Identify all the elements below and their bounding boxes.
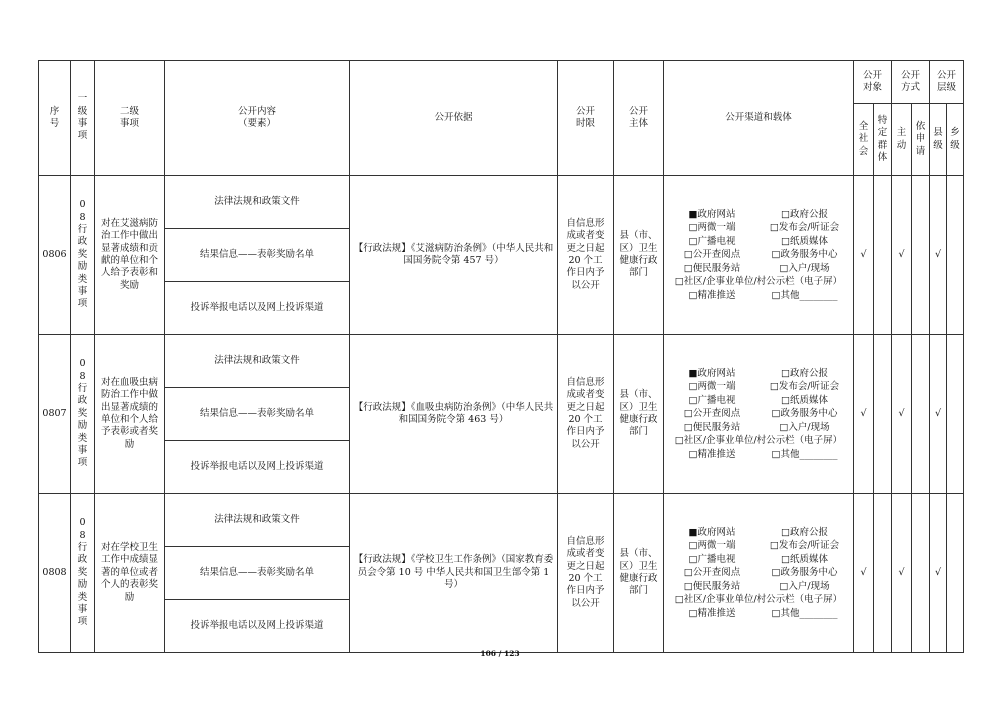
channel-option: □广播电视 — [688, 553, 736, 565]
channel-option: □发布会/听证会 — [769, 381, 840, 393]
header-level1: 一级事项 — [71, 61, 95, 176]
header-seq: 序号 — [39, 61, 71, 176]
mark-specific — [874, 176, 892, 335]
row-subject-text: 县（市、区）卫生健康行政部门 — [619, 389, 658, 438]
row-channels — [664, 176, 854, 335]
row-level1 — [71, 335, 95, 494]
mark-specific — [874, 494, 892, 653]
row-level1 — [71, 494, 95, 653]
channel-option: □公开查阅点 — [683, 408, 741, 420]
channel-option: □其他________ — [771, 448, 838, 460]
row-seq: 0808 — [39, 494, 71, 653]
channel-option: □精准推送 — [688, 607, 736, 619]
channel-option: □精准推送 — [688, 289, 736, 301]
channels-grid — [666, 367, 851, 462]
row-time-limit-text: 自信息形成或者变更之日起 20 个工作日内予以公开 — [566, 217, 605, 291]
row-seq: 0806 — [39, 176, 71, 335]
row-content-item: 法律法规和政策文件 — [165, 335, 350, 388]
row-content-item: 投诉举报电话以及网上投诉渠道 — [165, 600, 350, 653]
mark-county: √ — [930, 494, 947, 653]
row-seq: 0807 — [39, 335, 71, 494]
mark-request — [912, 335, 930, 494]
header-level-group: 公开层级 — [930, 61, 964, 104]
channel-option: □纸质媒体 — [781, 553, 828, 565]
header-level-county: 县级 — [930, 104, 947, 176]
row-content-item: 结果信息——表彰奖励名单 — [165, 388, 350, 441]
mark-county: √ — [930, 176, 947, 335]
row-channels — [664, 494, 854, 653]
row-time-limit — [558, 335, 614, 494]
row-time-limit — [558, 176, 614, 335]
channel-option: □政府公报 — [781, 526, 828, 538]
channel-option: □入户/现场 — [779, 580, 830, 592]
mark-active: √ — [892, 176, 912, 335]
channel-option: □两微一端 — [688, 381, 736, 393]
mark-town — [947, 176, 964, 335]
mark-all: √ — [854, 176, 874, 335]
table-row — [39, 176, 964, 229]
mark-all: √ — [854, 335, 874, 494]
row-subject — [614, 494, 664, 653]
channel-option: □其他________ — [771, 607, 838, 619]
row-content-item: 结果信息——表彰奖励名单 — [165, 229, 350, 282]
table-body — [39, 176, 964, 653]
mark-all: √ — [854, 494, 874, 653]
mark-request — [912, 494, 930, 653]
row-basis: 【行政法规】《艾滋病防治条例》（中华人民共和国国务院令第 457 号） — [350, 176, 558, 335]
row-content-item: 投诉举报电话以及网上投诉渠道 — [165, 441, 350, 494]
header-obj-specific: 特定群体 — [874, 104, 892, 176]
header-content-sub: （要素） — [237, 118, 276, 129]
mark-active: √ — [892, 335, 912, 494]
mark-town — [947, 494, 964, 653]
channel-option: □入户/现场 — [779, 421, 830, 433]
channel-option: □便民服务站 — [683, 421, 741, 433]
channel-option: □广播电视 — [688, 235, 736, 247]
row-basis: 【行政法规】《学校卫生工作条例》（国家教育委员会令第 10 号 中华人民共和国卫生部令第 1 号） — [350, 494, 558, 653]
header-method-group: 公开方式 — [892, 61, 930, 104]
channel-option: □政务服务中心 — [771, 408, 838, 420]
row-level1-text: 08行政奖励类事项 — [77, 517, 88, 628]
table-row — [39, 335, 964, 388]
row-content-item: 结果信息——表彰奖励名单 — [165, 547, 350, 600]
mark-request — [912, 176, 930, 335]
channel-option: □其他________ — [771, 289, 838, 301]
channel-option: □政务服务中心 — [771, 567, 838, 579]
channel-option: □发布会/听证会 — [769, 540, 840, 552]
mark-county: √ — [930, 335, 947, 494]
mark-specific — [874, 335, 892, 494]
channel-option: □社区/企事业单位/村公示栏（电子屏） — [674, 594, 843, 606]
row-level1-text: 08行政奖励类事项 — [77, 358, 88, 469]
row-content-item: 投诉举报电话以及网上投诉渠道 — [165, 282, 350, 335]
channel-option: □纸质媒体 — [781, 394, 828, 406]
header-level-town: 乡级 — [947, 104, 964, 176]
header-method-active: 主动 — [892, 104, 912, 176]
row-level2: 对在艾滋病防治工作中做出显著成绩和贡献的单位和个人给予表彰和奖励 — [95, 176, 165, 335]
channel-option: □纸质媒体 — [781, 235, 828, 247]
header-basis: 公开依据 — [350, 61, 558, 176]
table-row — [39, 494, 964, 547]
header-object-group: 公开对象 — [854, 61, 892, 104]
channel-option: □公开查阅点 — [683, 249, 741, 261]
channel-option: □发布会/听证会 — [769, 222, 840, 234]
row-level2: 对在学校卫生工作中成绩显著的单位或者个人的表彰奖励 — [95, 494, 165, 653]
page-number: 106 / 123 — [480, 649, 520, 658]
row-time-limit-text: 自信息形成或者变更之日起 20 个工作日内予以公开 — [566, 376, 605, 450]
row-subject-text: 县（市、区）卫生健康行政部门 — [619, 548, 658, 597]
row-subject — [614, 176, 664, 335]
channel-option: □政府公报 — [781, 367, 828, 379]
channel-option: □精准推送 — [688, 448, 736, 460]
channel-option: □两微一端 — [688, 222, 736, 234]
channel-option: □社区/企事业单位/村公示栏（电子屏） — [674, 435, 843, 447]
header-time-limit: 公开时限 — [558, 61, 614, 176]
channel-option: □广播电视 — [688, 394, 736, 406]
channels-grid — [666, 208, 851, 303]
row-basis: 【行政法规】《血吸虫病防治条例》（中华人民共和国国务院令第 463 号） — [350, 335, 558, 494]
channel-option: ■政府网站 — [688, 367, 736, 379]
row-time-limit-text: 自信息形成或者变更之日起 20 个工作日内予以公开 — [566, 535, 605, 609]
channel-option: □便民服务站 — [683, 262, 741, 274]
row-subject — [614, 335, 664, 494]
row-level2: 对在血吸虫病防治工作中做出显著成绩的单位和个人给予表彰或者奖励 — [95, 335, 165, 494]
header-content — [165, 61, 350, 176]
channel-option: □政务服务中心 — [771, 249, 838, 261]
row-content-item: 法律法规和政策文件 — [165, 176, 350, 229]
row-channels — [664, 335, 854, 494]
channel-option: ■政府网站 — [688, 526, 736, 538]
header-channels: 公开渠道和载体 — [664, 61, 854, 176]
mark-active: √ — [892, 494, 912, 653]
row-level1-text: 08行政奖励类事项 — [77, 199, 88, 310]
channel-option: □政府公报 — [781, 208, 828, 220]
channels-grid — [666, 526, 851, 621]
row-level1 — [71, 176, 95, 335]
channel-option: □社区/企事业单位/村公示栏（电子屏） — [674, 276, 843, 288]
header-obj-all: 全社会 — [854, 104, 874, 176]
channel-option: □入户/现场 — [779, 262, 830, 274]
channel-option: ■政府网站 — [688, 208, 736, 220]
row-content-item: 法律法规和政策文件 — [165, 494, 350, 547]
header-method-request: 依申请 — [912, 104, 930, 176]
row-subject-text: 县（市、区）卫生健康行政部门 — [619, 230, 658, 279]
row-time-limit — [558, 494, 614, 653]
channel-option: □两微一端 — [688, 540, 736, 552]
header-level2: 二级事项 — [95, 61, 165, 176]
channel-option: □便民服务站 — [683, 580, 741, 592]
channel-option: □公开查阅点 — [683, 567, 741, 579]
header-content-main: 公开内容 — [237, 105, 276, 117]
header-subject: 公开主体 — [614, 61, 664, 176]
mark-town — [947, 335, 964, 494]
disclosure-table — [38, 60, 964, 653]
